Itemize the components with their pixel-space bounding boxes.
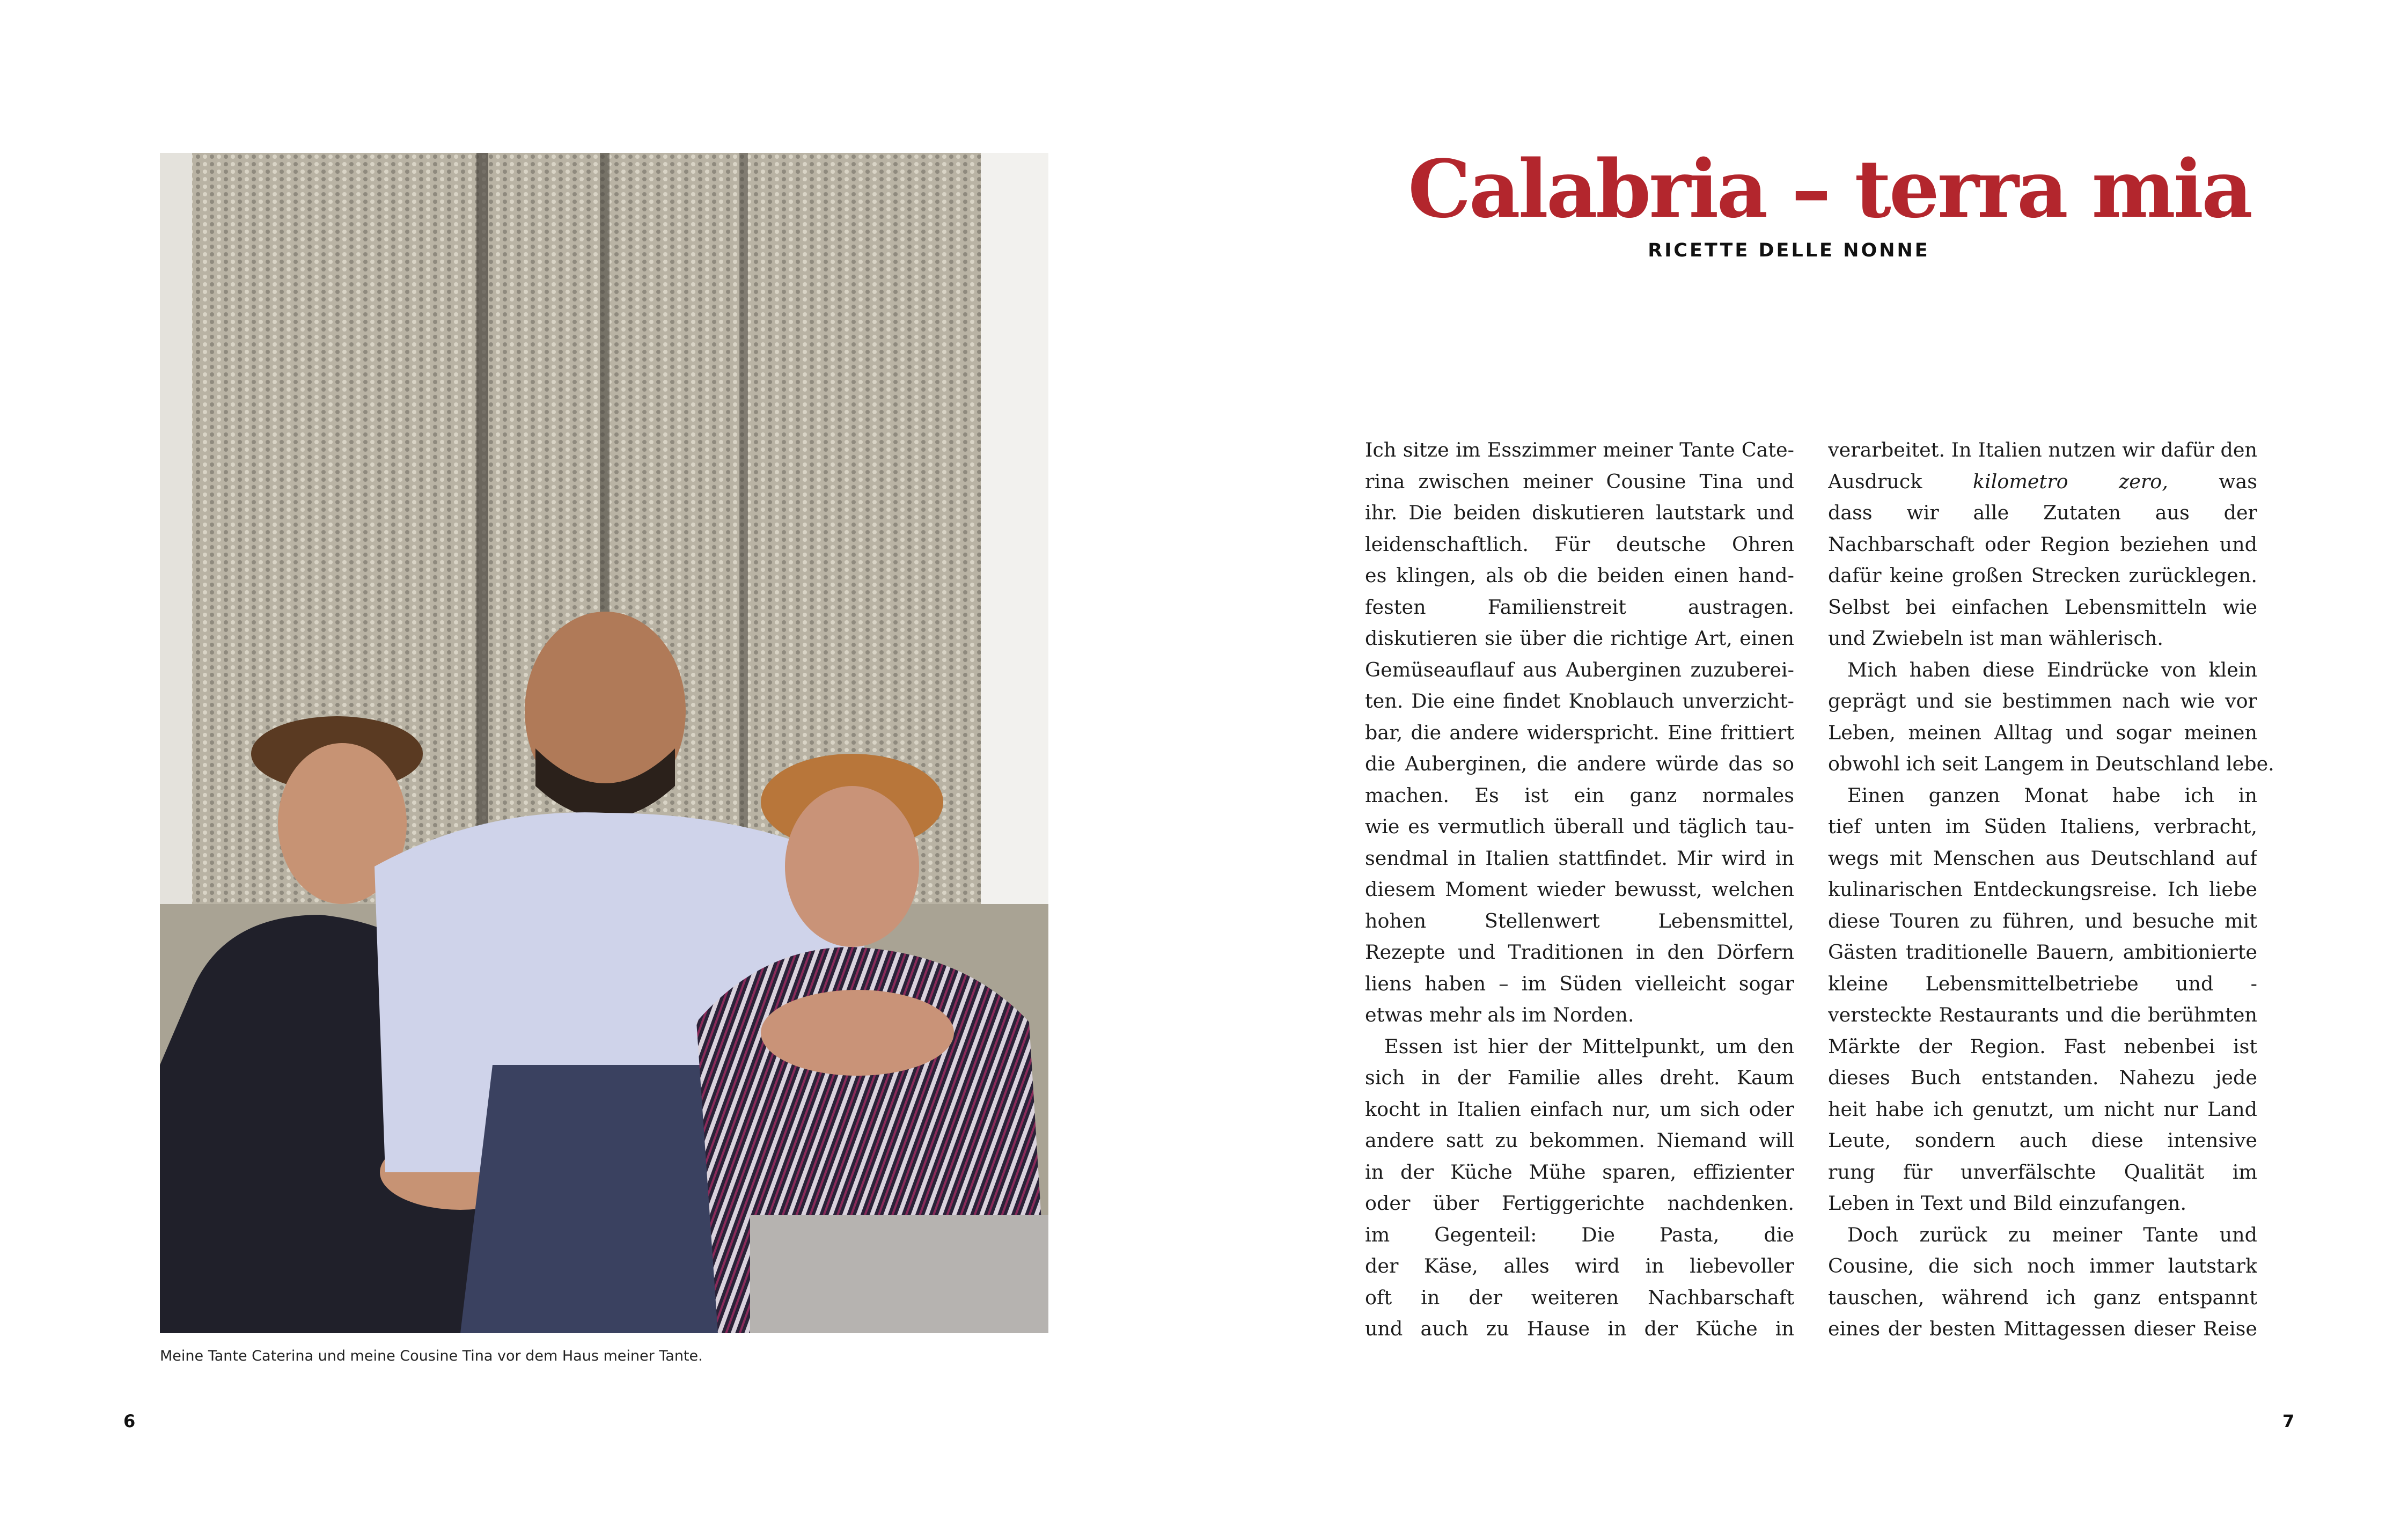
body-line: obwohl ich seit Langem in Deutschland lebe. — [1828, 752, 2274, 775]
body-line: tief unten im Süden Italiens, verbracht, — [1828, 815, 2257, 838]
body-line: Gemüseauflauf aus Auberginen zuzuberei- — [1365, 658, 1794, 681]
body-line: etwas mehr als im Norden. — [1365, 1003, 1634, 1026]
body-line: Leben, meinen Alltag und sogar meinen — [1828, 721, 2257, 744]
body-line: diesem Moment wieder bewusst, welchen — [1365, 878, 1794, 901]
body-line: Mich haben diese Eindrücke von klein — [1847, 658, 2257, 681]
italic-term: kilometro zero, — [1972, 469, 2168, 493]
body-line: ten. Die eine findet Knoblauch unverzicht- — [1365, 689, 1794, 712]
body-column-2 — [1828, 435, 2274, 1345]
body-line: verarbeitet. In Italien nutzen wir dafür den — [1828, 438, 2257, 461]
body-line: es klingen, als ob die beiden einen hand- — [1365, 564, 1794, 587]
body-line: Essen ist hier der Mittelpunkt, um den — [1384, 1034, 1794, 1058]
body-line: geprägt und sie bestimmen nach wie vor — [1828, 689, 2257, 712]
body-line: ihr. Die beiden diskutieren lautstark und — [1365, 501, 1794, 524]
body-line: Selbst bei einfachen Lebensmitteln wie — [1828, 595, 2257, 619]
body-line: Doch zurück zu meiner Tante und — [1847, 1223, 2257, 1246]
body-line: Cousine, die sich noch immer lautstark — [1828, 1254, 2257, 1277]
body-line: bar, die andere widerspricht. Eine frittiert — [1365, 721, 1794, 744]
body-line: heit habe ich genutzt, um nicht nur Land — [1828, 1097, 2257, 1121]
body-line: Nachbarschaft oder Region beziehen und — [1828, 532, 2257, 556]
body-line: dass wir alle Zutaten aus der — [1828, 501, 2257, 524]
chapter-title: Calabria – terra mia — [1408, 142, 2251, 236]
body-line: versteckte Restaurants und die berühmten — [1828, 1003, 2257, 1026]
body-line: oder über Fertiggerichte nachdenken. — [1365, 1192, 1794, 1215]
page-number: 7 — [2282, 1411, 2295, 1431]
body-line: festen Familienstreit austragen. — [1365, 595, 1794, 619]
body-line: im Gegenteil: Die Pasta, die — [1365, 1223, 1794, 1246]
body-line: kulinarischen Entdeckungsreise. Ich liebe — [1828, 878, 2257, 901]
body-line: Leben in Text und Bild einzufangen. — [1828, 1192, 2187, 1215]
body-line: rina zwischen meiner Cousine Tina und — [1365, 469, 1794, 493]
photo-illustration — [160, 153, 1048, 1333]
body-line: Ausdruck kilometro zero, was — [1828, 469, 2257, 493]
body-line: wegs mit Menschen aus Deutschland auf — [1828, 846, 2257, 870]
body-line: oft in der weiteren Nachbarschaft — [1365, 1285, 1794, 1309]
body-line: Märkte der Region. Fast nebenbei ist — [1828, 1034, 2257, 1058]
body-line: Ich sitze im Esszimmer meiner Tante Cate- — [1365, 438, 1794, 461]
body-line: Einen ganzen Monat habe ich in — [1847, 783, 2257, 807]
body-line: der Käse, alles wird in liebevoller — [1365, 1254, 1794, 1277]
body-line: und auch zu Hause in der Küche in — [1365, 1317, 1794, 1340]
right-page — [1204, 0, 2408, 1521]
body-line: Gästen traditionelle Bauern, ambitionierte — [1828, 940, 2257, 964]
page-number: 6 — [123, 1411, 136, 1431]
body-line: Rezepte und Traditionen in den Dörfern — [1365, 940, 1794, 964]
body-line: hohen Stellenwert Lebensmittel, — [1365, 909, 1794, 932]
body-line: sich in der Familie alles dreht. Kaum — [1365, 1066, 1794, 1089]
body-line: dafür keine großen Strecken zurücklegen. — [1828, 564, 2257, 587]
body-line: sendmal in Italien stattfindet. Mir wird in — [1365, 846, 1794, 870]
family-photo — [160, 153, 1048, 1333]
photo-caption: Meine Tante Caterina und meine Cousine Tina vor dem Haus meiner Tante. — [160, 1348, 703, 1364]
body-line: machen. Es ist ein ganz normales — [1365, 783, 1794, 807]
body-line: in der Küche Mühe sparen, effizienter — [1365, 1160, 1794, 1184]
body-line: die Auberginen, die andere würde das so — [1365, 752, 1794, 775]
body-line: und Zwiebeln ist man wählerisch. — [1828, 627, 2163, 650]
body-line: Leute, sondern auch diese intensive — [1828, 1129, 2257, 1152]
body-column-1 — [1365, 435, 1794, 1345]
body-line: eines der besten Mittagessen dieser Reise — [1828, 1317, 2257, 1340]
body-line: andere satt zu bekommen. Niemand will — [1365, 1129, 1794, 1152]
body-line: liens haben – im Süden vielleicht sogar — [1365, 972, 1794, 995]
body-line: diese Touren zu führen, und besuche mit — [1828, 909, 2257, 932]
body-line: wie es vermutlich überall und täglich tau- — [1365, 815, 1794, 838]
body-line: diskutieren sie über die richtige Art, einen — [1365, 627, 1794, 650]
body-line: rung für unverfälschte Qualität im — [1828, 1160, 2257, 1184]
body-line: leidenschaftlich. Für deutsche Ohren — [1365, 532, 1794, 556]
body-line: kocht in Italien einfach nur, um sich oder — [1365, 1097, 1794, 1121]
body-line: tauschen, während ich ganz entspannt — [1828, 1285, 2257, 1309]
body-line: kleine Lebensmittelbetriebe und - — [1828, 972, 2257, 995]
body-line: dieses Buch entstanden. Nahezu jede — [1828, 1066, 2257, 1089]
chapter-subtitle: RICETTE DELLE NONNE — [1648, 240, 1930, 261]
